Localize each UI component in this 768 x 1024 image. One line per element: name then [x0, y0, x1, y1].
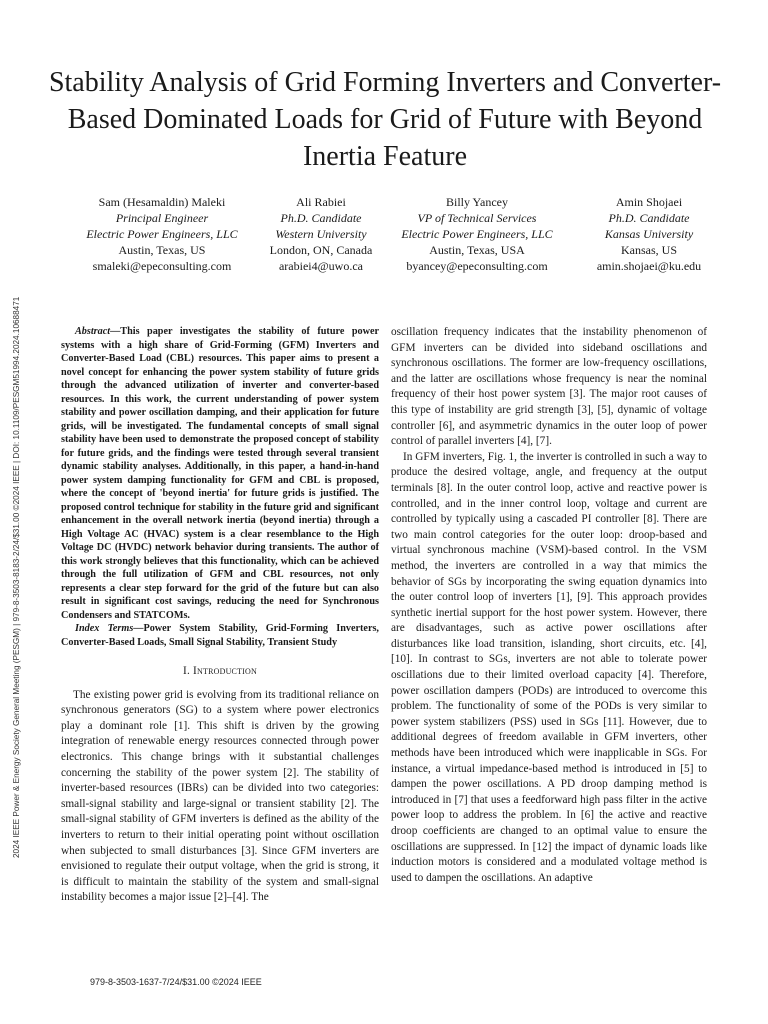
section-title: Introduction: [193, 665, 257, 677]
author-role: Principal Engineer: [115, 211, 209, 225]
body-paragraph: In GFM inverters, Fig. 1, the inverter is controlled in such a way to produce the desired voltage, angle, and frequency at the output terminals [8]. In the outer control loop, active and reactive power is controlled, and in the inner control loop, voltage and current are controlled by typically using a cascaded PI controller [8]. There are two main control categories for the outer loop: droop-based and virtual synchronous machine (VSM)-based control. In the VSM method, the inverters are controlled in a way that mimics the behavior of SGs by incorporating the swing equation dynamics into the outer control loop of inverters [1], [9]. This approach provides synthetic inertial support for the host power system. However, there are disadvantages, such as active power oscillations after disturbances like load transition, islanding, short circuits, etc. [4], [10]. In contrast to SGs, inverters are not able to tolerate power oscillations due to their limited overload capacity [4]. Therefore, power oscillation dampers (PODs) are introduced to overcome this problem. The functionality of some of the PODs is very similar to power system stabilizers (PSS) used in SGs [11]. However, due to additional degrees of freedom available in GFM inverters, other methods have been introduced which were inapplicable in SGs. For instance, a virtual impedance-based method is introduced in [5] to dampen the power oscillations. A PD droop damping method is introduced in [7] that uses a feedforward high pass filter in the active power loop to address the problem. In [6] the active and reactive droop coefficients are changed to an optimal value to ensure the oscillations are suppressed. In [12] the impact of dynamic loads like induction motors is considered and a modulated voltage method is used to dampen the oscillations. An adaptive: [391, 450, 707, 884]
author-location: Austin, Texas, USA: [429, 243, 525, 257]
author-name: Ali Rabiei: [296, 195, 346, 209]
author-role: Ph.D. Candidate: [608, 211, 690, 225]
index-terms: [61, 622, 379, 649]
paper-title: Stability Analysis of Grid Forming Inverters and Converter-Based Dominated Loads for Grid of Future with Beyond Inertia Feature: [48, 67, 722, 172]
page-footer: 979-8-3503-1637-7/24/$31.00 ©2024 IEEE: [90, 977, 262, 987]
author-name: Billy Yancey: [445, 195, 508, 209]
author-affiliation: Kansas University: [604, 227, 694, 241]
author-location: Kansas, US: [621, 243, 677, 257]
section-heading: [61, 664, 379, 680]
author-email: byancey@epeconsulting.com: [406, 259, 548, 273]
author-location: London, ON, Canada: [269, 243, 373, 257]
author-role: Ph.D. Candidate: [280, 211, 362, 225]
author-email: amin.shojaei@ku.edu: [596, 259, 702, 273]
author-role: VP of Technical Services: [417, 211, 537, 225]
abstract: [61, 325, 379, 622]
author-affiliation: Electric Power Engineers, LLC: [401, 227, 553, 241]
author-email: smaleki@epeconsulting.com: [92, 259, 232, 273]
author-affiliation: Electric Power Engineers, LLC: [86, 227, 238, 241]
author-location: Austin, Texas, US: [118, 243, 206, 257]
intro-paragraph: The existing power grid is evolving from its traditional reliance on synchronous generators (SG) to a system where power electronics play a dominant role [1]. This shift is driven by the growing integration of renewable energy resources connected through power electronics. This change brings with it substantial challenges concerning the stability of the power system [2]. The stability of inverter-based resources (IBRs) can be divided into two categories: small-signal stability and large-signal or transient stability [2]. The small-signal stability of GFM inverters is defined as the ability of the inverters to return to their initial operating point without oscillation when subjected to small disturbances [3]. Since GFM inverters are envisioned to regulate their output voltage, when the grid is strong, it is difficult to maintain the stability of the system and small-signal instability becomes a major issue [2]–[4]. The: [61, 688, 379, 904]
author-affiliation: Western University: [275, 227, 367, 241]
section-number: I.: [183, 665, 191, 677]
index-terms-label: Index Terms: [75, 623, 134, 634]
right-column: [391, 325, 707, 886]
author-block: [570, 194, 728, 274]
index-terms-text: —Power System Stability, Grid-Forming Inverters, Converter-Based Loads, Small Signal Stability, Transient Study: [61, 623, 379, 648]
author-block: [72, 194, 252, 274]
conference-side-note: 2024 IEEE Power & Energy Society General Meeting (PESGM) | 979-8-3503-8183-2/24/$31.00 ©2024 IEEE | DOI: 10.1109/PESGM51994.2024.10688471: [12, 296, 21, 858]
abstract-label: Abstract: [75, 326, 111, 337]
body-paragraph: oscillation frequency indicates that the instability phenomenon of GFM inverters can be divided into sideband oscillations and synchronous oscillations. The former are low-frequency oscillations, and the latter are oscillations whose frequency is near the nominal frequency of their host power system [3]. The major root causes of this type of instability are grid strength [3], [5], dynamic of voltage controller [6], and asymmetric dynamics in the outer loop of power control of parallel inverters [4], [7].: [391, 326, 707, 448]
abstract-text: —This paper investigates the stability of future power systems with a high share of Grid-Forming (GFM) Inverters and Converter-Based Load (CBL) resources. This paper aims to present a novel concept for enhancing the power system stability of future grids through the advanced utilization of inverter and converter-based resources. In this work, the current understanding of power system stability and power oscillation damping, and their application for future grids, will be investigated. The fundamental concepts of small signal stability have been used to demonstrate the proposed concept of stability for future grids, and the findings were tested through several transient dynamic stability analyses. Additionally, in this paper, a hand-in-hand power system damping functionality for GFM and CBL is proposed, where the concept of 'beyond inertia' for future grids is justified. The proposed control technique for stability in the future grid and significant enhancement in the overall network inertia (beyond inertia) through a High Voltage AC (HVAC) system is a clear resemblance to the High Voltage DC (HVDC) network behavior during transients. The author of this work strongly believes that this functionality, which can be achieved through the full utilization of GFM and CBL resources, not only represents a clear step forward for the grid of the future but can also result in significant cost savings, reducing the need for Synchronous Condensers and STATCOMs.: [61, 326, 379, 621]
author-block: [254, 194, 388, 274]
author-name: Sam (Hesamaldin) Maleki: [98, 195, 226, 209]
author-name: Amin Shojaei: [615, 195, 683, 209]
author-block: [390, 194, 564, 274]
left-column: [61, 325, 379, 906]
author-email: arabiei4@uwo.ca: [278, 259, 363, 273]
